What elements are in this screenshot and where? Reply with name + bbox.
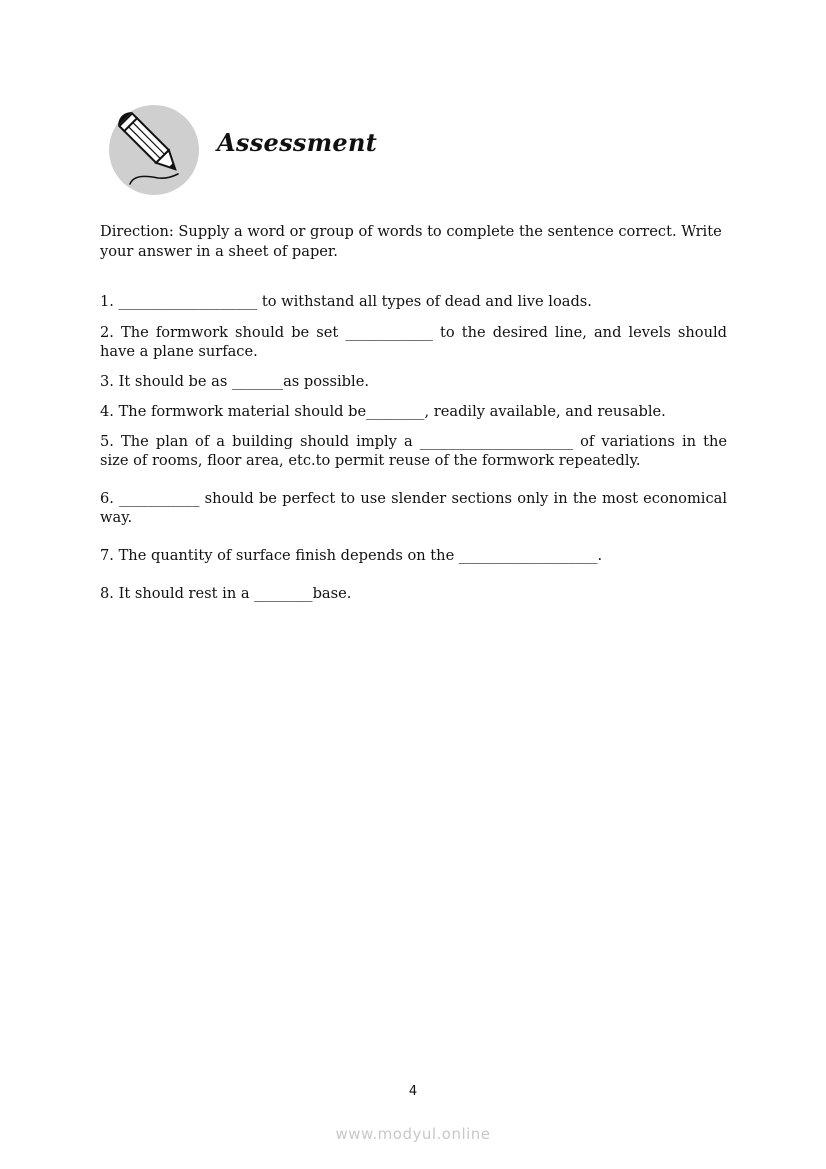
page-number: 4 — [408, 1084, 418, 1099]
pencil-icon — [108, 104, 200, 196]
question-item: 7. The quantity of surface finish depends on the ___________________. — [100, 547, 603, 564]
question-item: 2. The formwork should be set ____________ to the desired line, and levels should have a plane surface. — [100, 324, 727, 360]
direction-text: Direction: Supply a word or group of words to complete the sentence correct. Write your answer in a sheet of paper. — [100, 223, 722, 260]
page-title: Assessment — [217, 128, 378, 157]
question-item: 4. The formwork material should be________, readily available, and reusable. — [100, 403, 666, 420]
question-item: 3. It should be as _______as possible. — [100, 373, 369, 390]
question-item: 6. ___________ should be perfect to use slender sections only in the most economical way. — [100, 490, 727, 526]
question-item: 5. The plan of a building should imply a _____________________ of variations in the size of rooms, floor area, etc.to permit reuse of the formwork repeatedly. — [100, 433, 727, 469]
question-item: 8. It should rest in a ________base. — [100, 585, 352, 602]
watermark: www.modyul.online — [335, 1125, 491, 1143]
question-item: 1. ___________________ to withstand all types of dead and live loads. — [100, 293, 592, 310]
